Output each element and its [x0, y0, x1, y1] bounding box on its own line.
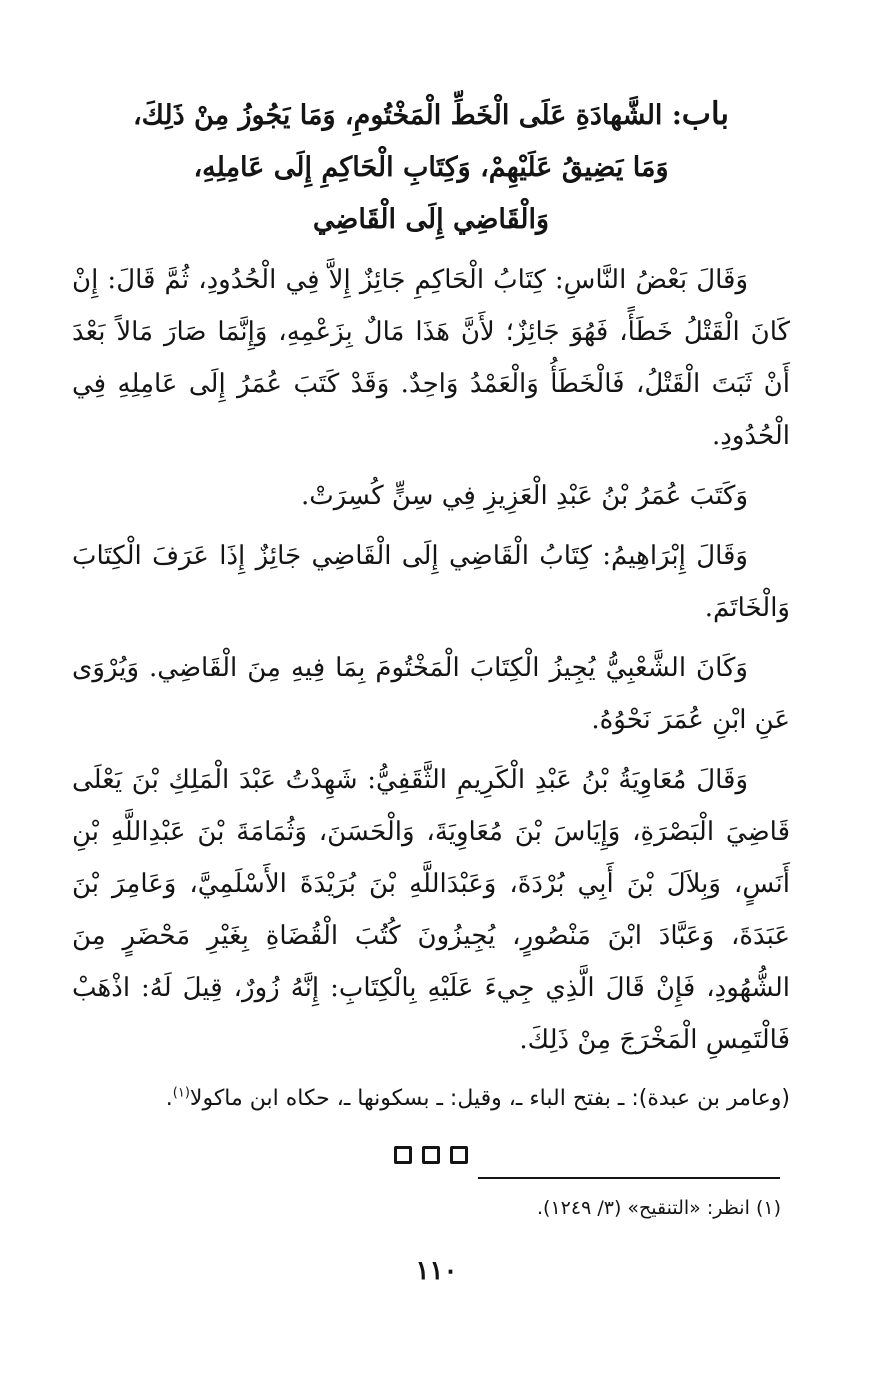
- footnote-text: انظر: «التنقيح» (٣/ ١٢٤٩).: [537, 1197, 750, 1219]
- heading-line-1: [72, 88, 790, 142]
- paragraph-ibrahim: وَقَالَ إِبْرَاهِيمُ: كِتَابُ الْقَاضِي إِلَى الْقَاضِي جَائِزٌ إِذَا عَرَفَ الْكِتَابَ وَالْخَاتَمَ.: [72, 541, 790, 623]
- separator-square-icon: [450, 1146, 468, 1164]
- paragraph-some-people: وَقَالَ بَعْضُ النَّاسِ: كِتَابُ الْحَاكِمِ جَائِزٌ إِلاَّ فِي الْحُدُودِ، ثُمَّ قَالَ: إِنْ كَانَ الْقَتْلُ خَطَأً، فَهُوَ جَائِزٌ؛ لأَنَّ هَذَا مَالٌ بِزَعْمِهِ، وَإِنَّمَا صَارَ مَالاً بَعْدَ أَنْ ثَبَتَ الْقَتْلُ، فَالْخَطَأُ وَالْعَمْدُ وَاحِدٌ. وَقَدْ كَتَبَ عُمَرُ إِلَى عَامِلِهِ فِي الْحُدُودِ.: [72, 265, 790, 451]
- paragraph-umar-abdulaziz: وَكَتَبَ عُمَرُ بْنُ عَبْدِ الْعَزِيزِ فِي سِنٍّ كُسِرَتْ.: [300, 481, 748, 511]
- separator-square-icon: [394, 1146, 412, 1164]
- separator-square-icon: [422, 1146, 440, 1164]
- chapter-heading: [72, 88, 790, 246]
- page-body: [72, 88, 790, 1164]
- page-number: ١١٠: [415, 1256, 458, 1286]
- heading-line-3: وَالْقَاضِي إِلَى الْقَاضِي: [312, 204, 550, 235]
- commentary-note-end: .: [165, 1086, 173, 1111]
- footnote: [181, 1193, 781, 1223]
- footnote-number: (١): [755, 1197, 781, 1219]
- paragraph-shabi: وَكَانَ الشَّعْبِيُّ يُجِيزُ الْكِتَابَ الْمَخْتُومَ بِمَا فِيهِ مِنَ الْقَاضِي. وَيُرْوَى عَنِ ابْنِ عُمَرَ نَحْوُهُ.: [72, 653, 790, 735]
- heading-lead-word: باب: [681, 96, 730, 132]
- commentary-note: [72, 1076, 790, 1122]
- section-separator: [72, 1146, 790, 1164]
- paragraph-muawiya: وَقَالَ مُعَاوِيَةُ بْنُ عَبْدِ الْكَرِيمِ الثَّقَفِيُّ: شَهِدْتُ عَبْدَ الْمَلِكِ بْنَ يَعْلَى قَاضِيَ الْبَصْرَةِ، وَإِيَاسَ بْنَ مُعَاوِيَةَ، وَالْحَسَنَ، وَثُمَامَةَ بْنَ عَبْدِاللَّهِ بْنِ أَنَسٍ، وَبِلاَلَ بْنَ أَبِي بُرْدَةَ، وَعَبْدَاللَّهِ بْنَ بُرَيْدَةَ الأَسْلَمِيَّ، وَعَامِرَ بْنَ عَبَدَةَ، وَعَبَّادَ ابْنَ مَنْصُورٍ، يُجِيزُونَ كُتُبَ الْقُضَاةِ بِغَيْرِ مَحْضَرٍ مِنَ الشُّهُودِ، فَإِنْ قَالَ الَّذِي جِيءَ عَلَيْهِ بِالْكِتَابِ: إِنَّهُ زُورٌ، قِيلَ لَهُ: اذْهَبْ فَالْتَمِسِ الْمَخْرَجَ مِنْ ذَلِكَ.: [72, 765, 790, 1055]
- heading-line-2: وَمَا يَضِيقُ عَلَيْهِمْ، وَكِتَابِ الْحَاكِمِ إِلَى عَامِلِهِ،: [193, 152, 669, 183]
- footnote-rule: [478, 1177, 780, 1179]
- commentary-note-text: (وعامر بن عبدة): ـ بفتح الباء ـ، وقيل: ـ بسكونها ـ، حكاه ابن ماكولا: [189, 1086, 790, 1111]
- heading-line-1-text: : الشَّهادَةِ عَلَى الْخَطِّ الْمَخْتُومِ، وَمَا يَجُوزُ مِنْ ذَلِكَ،: [132, 100, 682, 131]
- footnote-marker: (١): [172, 1085, 190, 1101]
